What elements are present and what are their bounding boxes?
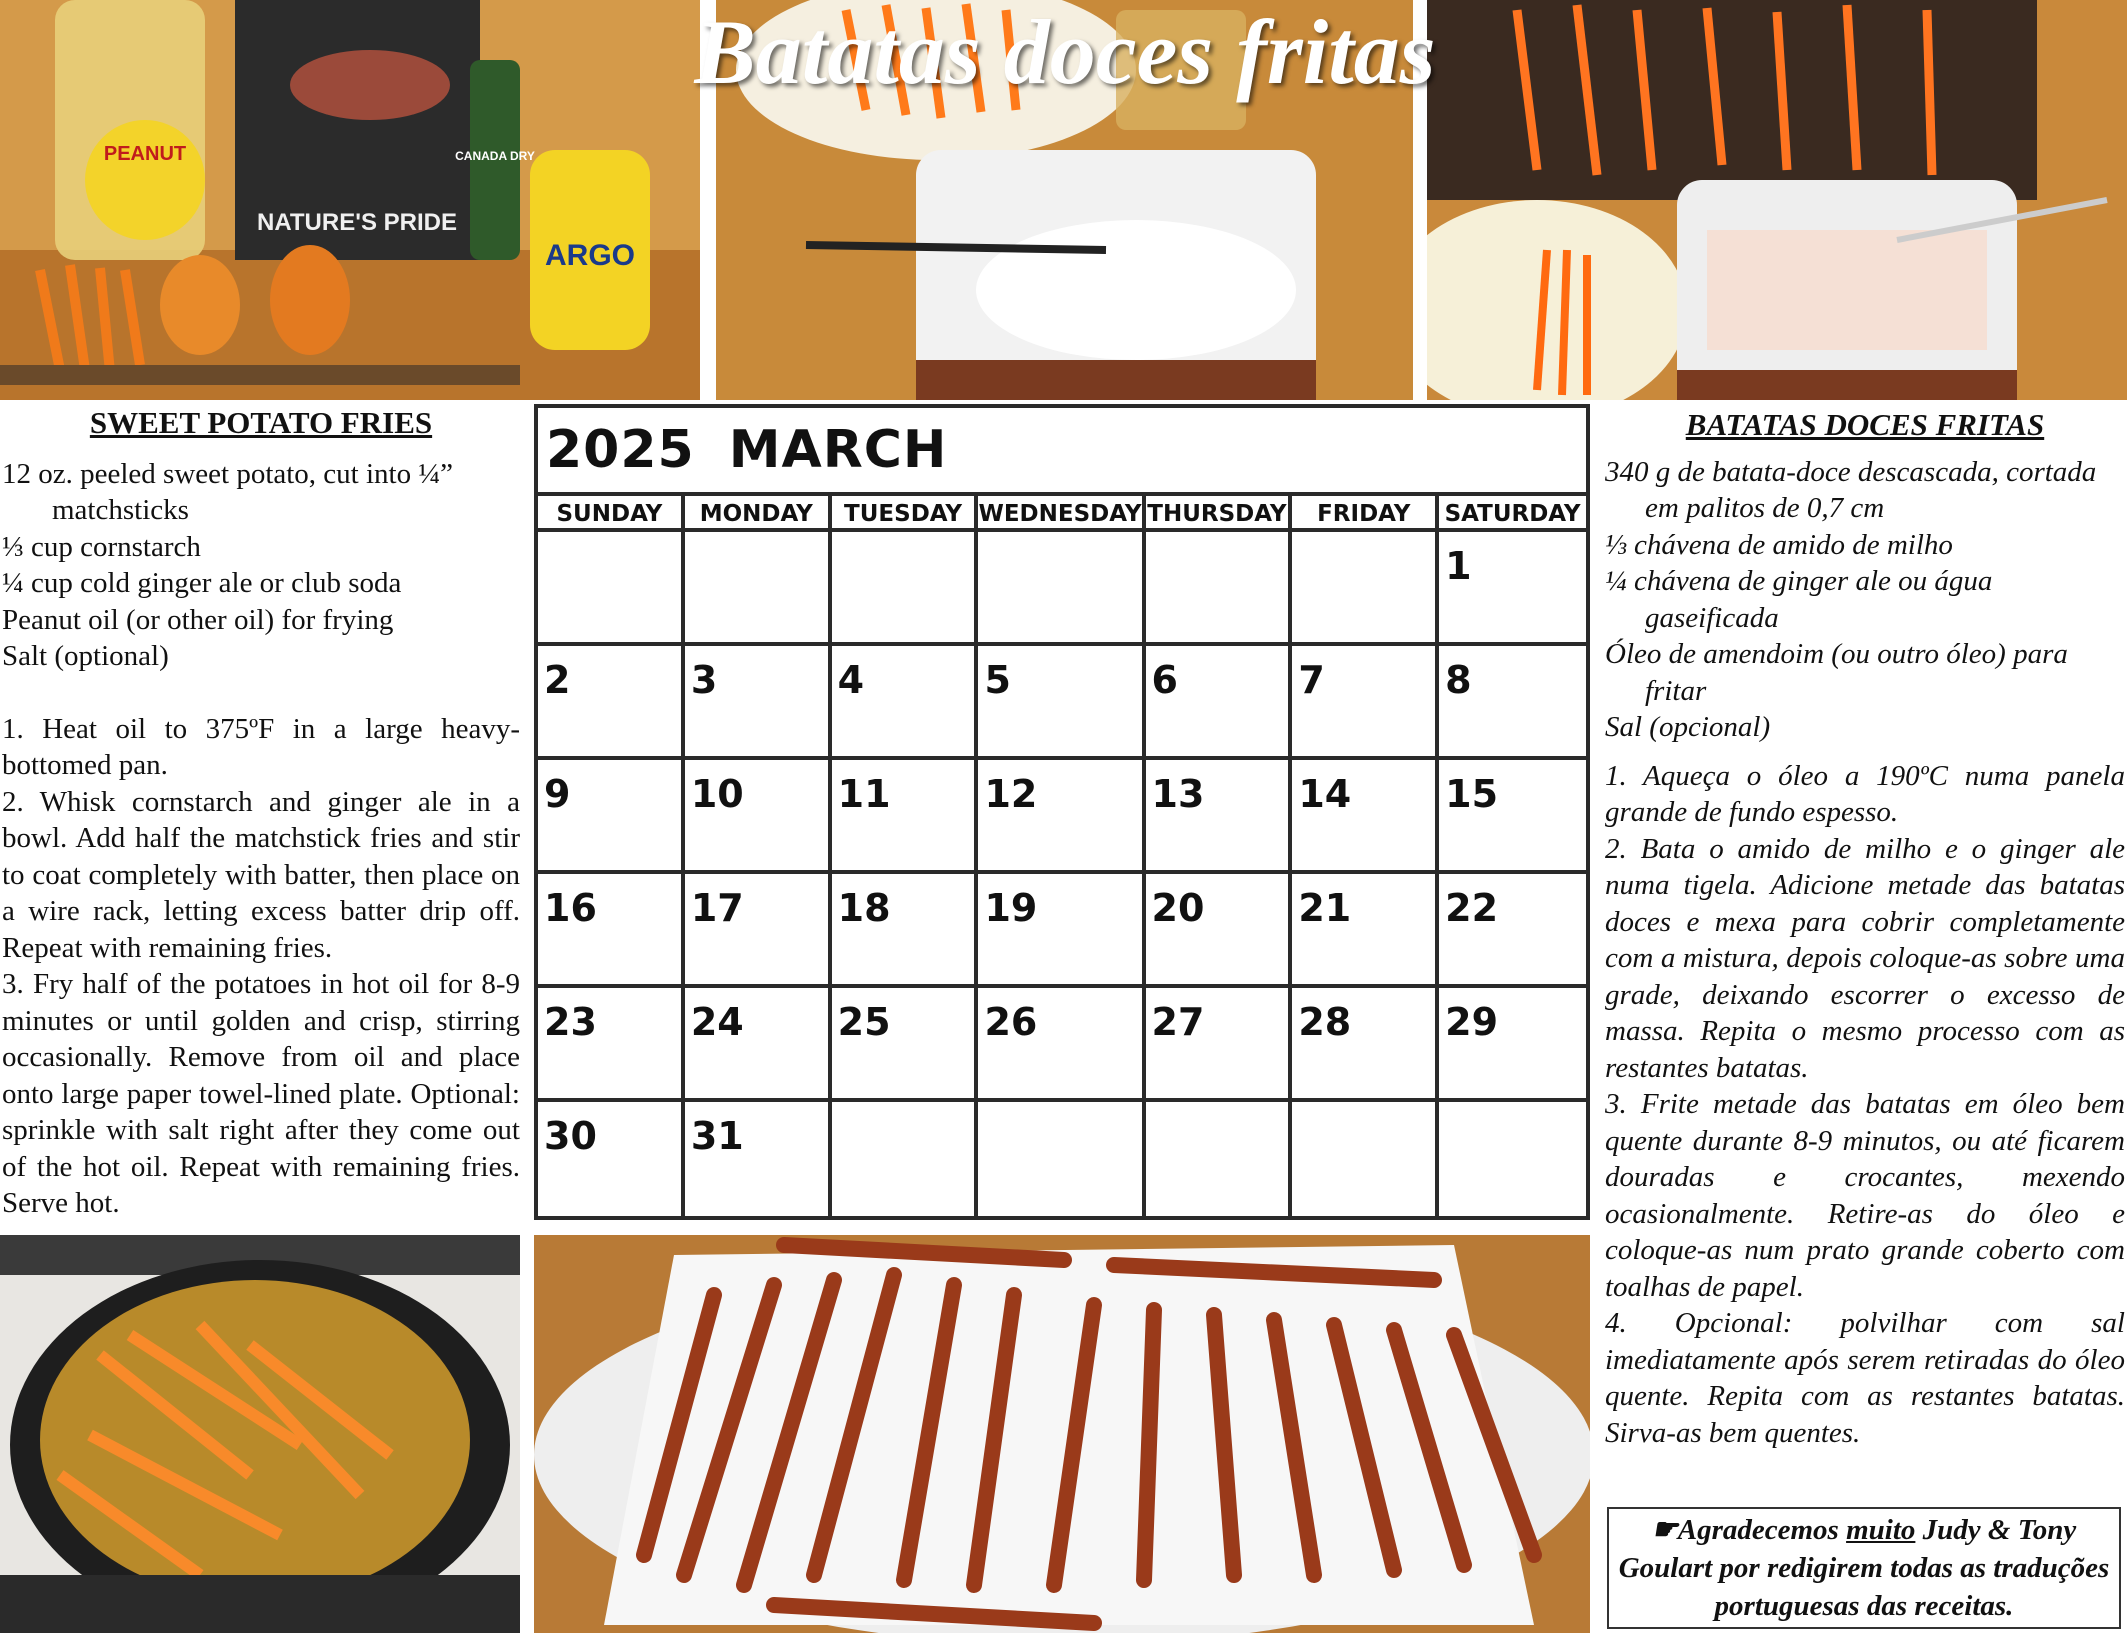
calendar-day-cell: 17	[685, 874, 832, 988]
calendar-day-cell: 25	[832, 988, 979, 1102]
ingredient-item: Peanut oil (or other oil) for frying	[2, 603, 394, 636]
ginger-ale-label: CANADA DRY	[455, 149, 535, 163]
calendar-day-cell	[832, 1102, 979, 1216]
calendar-day-cell: 12	[978, 760, 1145, 874]
ingredient-item: ¼ chávena de ginger ale ou água gaseificada	[1605, 565, 1993, 634]
calendar-day-cell: 26	[978, 988, 1145, 1102]
weekday-header: SUNDAY	[538, 496, 685, 532]
calendar-day-cell: 23	[538, 988, 685, 1102]
ingredient-item: Óleo de amendoim (ou outro óleo) para fritar	[1605, 638, 2068, 707]
photo-frying-pan	[0, 1235, 520, 1633]
calendar-day-cell: 31	[685, 1102, 832, 1216]
calendar-day-cell	[1292, 532, 1439, 646]
ingredient-item: Salt (optional)	[2, 640, 169, 672]
calendar-day-cell: 20	[1146, 874, 1293, 988]
calendar-day-cell: 8	[1439, 646, 1586, 760]
ingredient-item: 12 oz. peeled sweet potato, cut into ¼” matchsticks	[2, 457, 453, 526]
ingredient-item: ¼ cup cold ginger ale or club soda	[2, 567, 402, 599]
step-item: 1. Aqueça o óleo a 190ºC numa panela grande de fundo espesso.	[1605, 759, 2125, 828]
weekday-header: THURSDAY	[1146, 496, 1293, 532]
calendar-day-cell: 14	[1292, 760, 1439, 874]
calendar-day-cell: 29	[1439, 988, 1586, 1102]
step-item: 3. Fry half of the potatoes in hot oil for 8-9 minutes or until golden and crisp, stirring occasionally. Remove from oil and place onto large paper towel-lined plate. Optional: sprinkle with salt right after they come out of the hot oil. Repeat with remaining fries. Serve hot.	[2, 968, 520, 1219]
calendar	[534, 404, 1590, 1220]
step-item: 2. Whisk cornstarch and ginger ale in a bowl. Add half the matchstick fries and stir to coat completely with batter, then place on a wire rack, letting excess batter drip off. Repeat with remaining fries.	[2, 785, 520, 964]
calendar-day-cell	[832, 532, 979, 646]
calendar-day-cell: 6	[1146, 646, 1293, 760]
cornstarch-label: ARGO	[545, 239, 635, 272]
box-label: NATURE'S PRIDE	[257, 209, 457, 236]
calendar-day-cell	[685, 532, 832, 646]
weekday-header: WEDNESDAY	[978, 496, 1145, 532]
calendar-day-cell	[1439, 1102, 1586, 1216]
photo-ingredients	[0, 0, 700, 400]
thanks-text-after: Judy & Tony Goulart por redigirem todas as traduções portuguesas das receitas.	[1618, 1514, 2110, 1622]
english-heading: SWEET POTATO FRIES	[89, 405, 433, 440]
calendar-day-cell: 22	[1439, 874, 1586, 988]
calendar-year: 2025	[546, 420, 695, 480]
portuguese-heading: BATATAS DOCES FRITAS	[1685, 407, 2045, 442]
calendar-day-cell	[538, 532, 685, 646]
calendar-day-cell	[978, 1102, 1145, 1216]
ingredient-item: ⅓ chávena de amido de milho	[1605, 528, 1953, 561]
calendar-day-cell: 19	[978, 874, 1145, 988]
calendar-month: MARCH	[728, 420, 948, 480]
peanut-label: PEANUT	[103, 143, 187, 165]
page-title: Batatas doces fritas	[694, 1, 1436, 103]
calendar-title	[538, 408, 1586, 496]
calendar-day-cell: 15	[1439, 760, 1586, 874]
pointing-hand-icon: ☛	[1651, 1514, 1678, 1546]
calendar-day-cell	[1146, 532, 1293, 646]
weekday-header: SATURDAY	[1439, 496, 1586, 532]
calendar-day-cell: 7	[1292, 646, 1439, 760]
calendar-day-cell	[1292, 1102, 1439, 1216]
portuguese-recipe	[1605, 407, 2125, 1451]
photo-batter-rack	[1427, 0, 2127, 400]
calendar-day-cell: 2	[538, 646, 685, 760]
step-item: 4. Opcional: polvilhar com sal imediatamente após serem retiradas do óleo quente. Repita com as restantes batatas. Sirva-as bem quentes.	[1605, 1307, 2125, 1449]
calendar-day-cell: 21	[1292, 874, 1439, 988]
english-recipe	[2, 405, 520, 1222]
calendar-day-cell: 5	[978, 646, 1145, 760]
calendar-day-cell: 1	[1439, 532, 1586, 646]
calendar-day-cell: 18	[832, 874, 979, 988]
step-item: 1. Heat oil to 375ºF in a large heavy-bottomed pan.	[2, 712, 520, 781]
calendar-day-cell: 10	[685, 760, 832, 874]
thanks-emphasis: muito	[1846, 1514, 1916, 1546]
ingredient-item: Sal (opcional)	[1605, 711, 1771, 743]
calendar-day-cell: 13	[1146, 760, 1293, 874]
calendar-day-cell: 11	[832, 760, 979, 874]
calendar-grid	[538, 496, 1586, 1216]
weekday-header: TUESDAY	[832, 496, 979, 532]
weekday-header: FRIDAY	[1292, 496, 1439, 532]
calendar-day-cell: 30	[538, 1102, 685, 1216]
ingredient-item: ⅓ cup cornstarch	[2, 530, 201, 563]
calendar-day-cell: 16	[538, 874, 685, 988]
step-item: 3. Frite metade das batatas em óleo bem quente durante 8-9 minutos, ou até ficarem douradas e crocantes, mexendo ocasionalmente. Retire-as do óleo e coloque-as num prato grande coberto com toalhas de papel.	[1605, 1088, 2125, 1303]
calendar-day-cell: 24	[685, 988, 832, 1102]
calendar-day-cell	[1146, 1102, 1293, 1216]
calendar-day-cell	[978, 532, 1145, 646]
calendar-day-cell: 28	[1292, 988, 1439, 1102]
thanks-text-before: Agradecemos	[1677, 1514, 1847, 1546]
thanks-note	[1607, 1507, 2121, 1629]
photo-finished-fries	[534, 1235, 1590, 1633]
ingredient-item: 340 g de batata-doce descascada, cortada em palitos de 0,7 cm	[1605, 455, 2097, 524]
step-item: 2. Bata o amido de milho e o ginger ale numa tigela. Adicione metade das batatas doces e mexa para cobrir completamente com a mistura, depois coloque-as sobre uma grade, deixando escorrer o excesso de massa. Repita o mesmo processo com as restantes batatas.	[1605, 832, 2125, 1084]
calendar-day-cell: 4	[832, 646, 979, 760]
calendar-day-cell: 27	[1146, 988, 1293, 1102]
calendar-day-cell: 3	[685, 646, 832, 760]
weekday-header: MONDAY	[685, 496, 832, 532]
calendar-day-cell: 9	[538, 760, 685, 874]
